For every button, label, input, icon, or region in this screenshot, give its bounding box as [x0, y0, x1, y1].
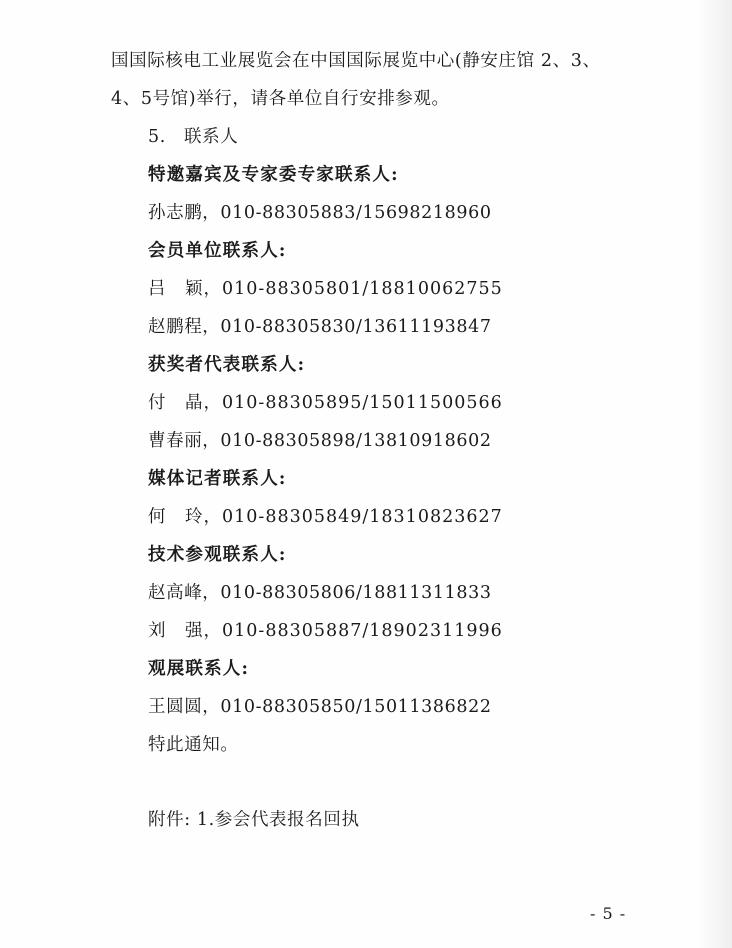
intro-line-2: 4、5号馆)举行，请各单位自行安排参观。 — [111, 89, 450, 109]
contact-line: 付 晶，010-88305895/15011500566 — [148, 393, 503, 413]
heading-special-guests: 特邀嘉宾及专家委专家联系人: — [148, 165, 399, 185]
closing-text: 特此通知。 — [148, 735, 239, 755]
scan-shadow-edge — [698, 0, 732, 948]
intro-line-1: 国国际核电工业展览会在中国国际展览中心(静安庄馆 2、3、 — [111, 51, 601, 71]
contact-line: 王圆圆，010-88305850/15011386822 — [148, 697, 492, 717]
contact-line: 曹春丽，010-88305898/13810918602 — [148, 431, 492, 451]
heading-media: 媒体记者联系人: — [148, 469, 287, 489]
contact-line: 何 玲，010-88305849/18310823627 — [148, 507, 503, 527]
contact-line: 刘 强，010-88305887/18902311996 — [148, 621, 503, 641]
contact-line: 赵鹏程，010-88305830/13611193847 — [148, 317, 492, 337]
heading-exhibition-visit: 观展联系人: — [148, 659, 250, 679]
contact-line: 孙志鹏，010-88305883/15698218960 — [148, 203, 492, 223]
page-number: - 5 - — [590, 904, 627, 923]
contact-line: 赵高峰，010-88305806/18811311833 — [148, 583, 492, 603]
heading-award-winners: 获奖者代表联系人: — [148, 355, 306, 375]
attachment-line: 附件: 1.参会代表报名回执 — [148, 810, 360, 830]
section-title: 5. 联系人 — [148, 127, 239, 147]
heading-member-units: 会员单位联系人: — [148, 241, 287, 261]
heading-technical-visit: 技术参观联系人: — [148, 545, 287, 565]
contact-line: 吕 颖，010-88305801/18810062755 — [148, 279, 503, 299]
